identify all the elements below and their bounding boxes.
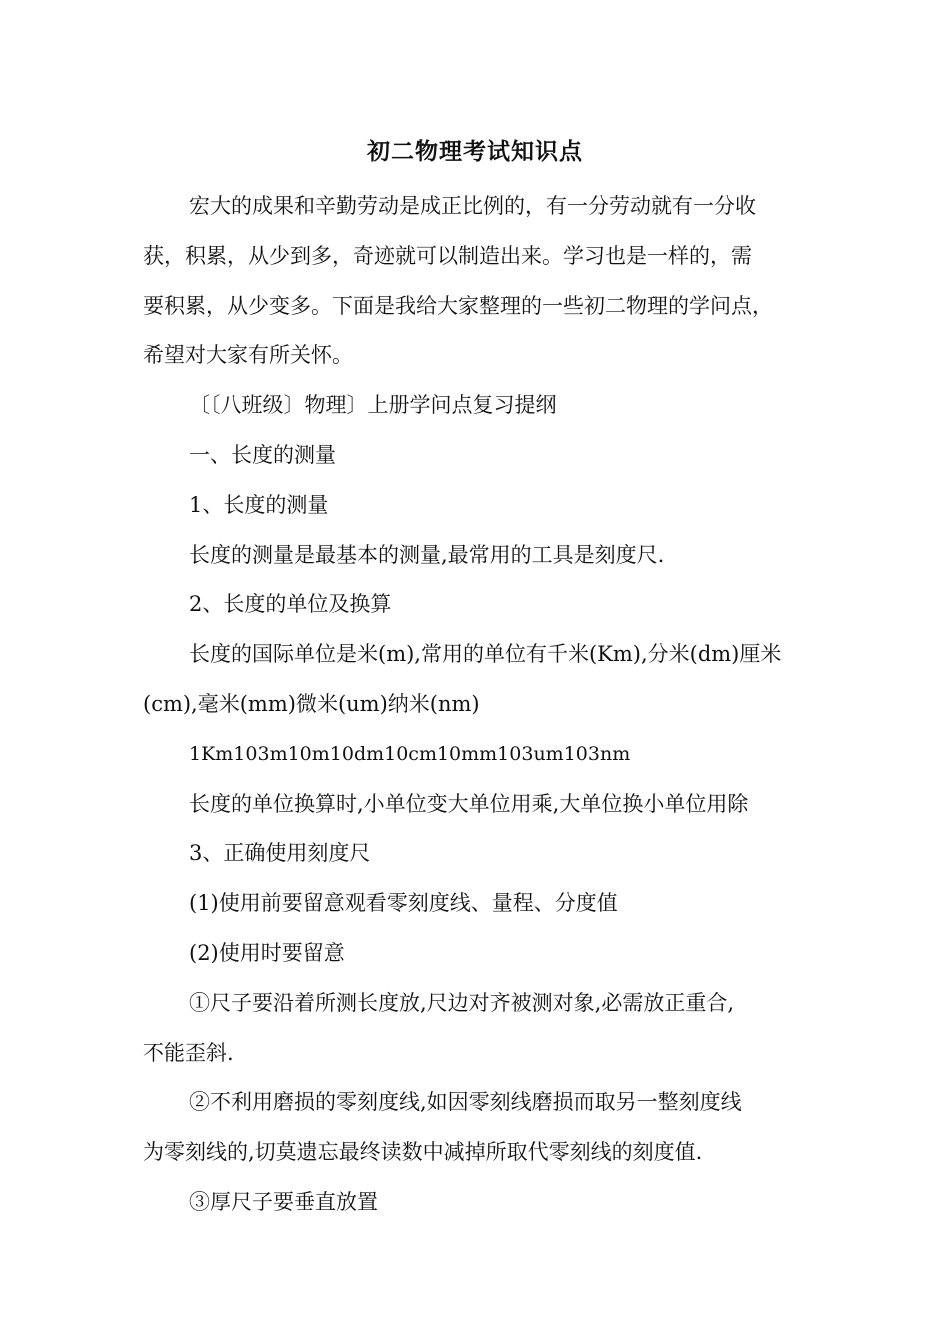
text-line: (cm),毫米(mm)微米(um)纳米(nm) bbox=[143, 691, 480, 716]
text-line: 长度的国际单位是米(m),常用的单位有千米(Km),分米(dm)厘米 bbox=[189, 642, 782, 667]
section-heading: 一、长度的测量 bbox=[189, 442, 336, 467]
subsection-heading: 3、正确使用刻度尺 bbox=[189, 841, 371, 866]
text-line: 不能歪斜. bbox=[143, 1040, 234, 1065]
text-line: ①尺子要沿着所测长度放,尺边对齐被测对象,必需放正重合, bbox=[189, 990, 735, 1015]
document-body bbox=[143, 182, 811, 1228]
list-item: ③厚尺子要垂直放置 bbox=[189, 1189, 378, 1214]
body-paragraph: 长度的测量是最基本的测量,最常用的工具是刻度尺. bbox=[189, 542, 665, 567]
list-item bbox=[143, 1078, 811, 1178]
text-line: 要积累，从少变多。下面是我给大家整理的一些初二物理的学问点， bbox=[143, 293, 773, 318]
intro-paragraph bbox=[143, 182, 811, 381]
text-line: 希望对大家有所关怀。 bbox=[143, 343, 353, 368]
text-line: 为零刻线的,切莫遗忘最终读数中减掉所取代零刻线的刻度值. bbox=[143, 1140, 703, 1165]
text-line: 获，积累，从少到多，奇迹就可以制造出来。学习也是一样的，需 bbox=[143, 243, 752, 268]
text-line: ②不利用磨损的零刻度线,如因零刻线磨损而取另一整刻度线 bbox=[189, 1090, 742, 1115]
document-title: 初二物理考试知识点 bbox=[367, 138, 583, 165]
list-item bbox=[143, 979, 811, 1079]
outline-heading: 〔〔八班级〕物理〕上册学问点复习提纲 bbox=[189, 393, 557, 418]
list-item: (1)使用前要留意观看零刻度线、量程、分度值 bbox=[189, 891, 618, 916]
subsection-heading: 1、长度的测量 bbox=[189, 492, 329, 517]
list-item: (2)使用时要留意 bbox=[189, 940, 345, 965]
text-line: 宏大的成果和辛勤劳动是成正比例的，有一分劳动就有一分收 bbox=[189, 194, 756, 218]
body-paragraph: 长度的单位换算时,小单位变大单位用乘,大单位换小单位用除 bbox=[189, 791, 749, 816]
subsection-heading: 2、长度的单位及换算 bbox=[189, 592, 392, 617]
conversion-line: 1Km103m10m10dm10cm10mm103um103nm bbox=[189, 742, 631, 765]
body-paragraph bbox=[143, 630, 811, 730]
